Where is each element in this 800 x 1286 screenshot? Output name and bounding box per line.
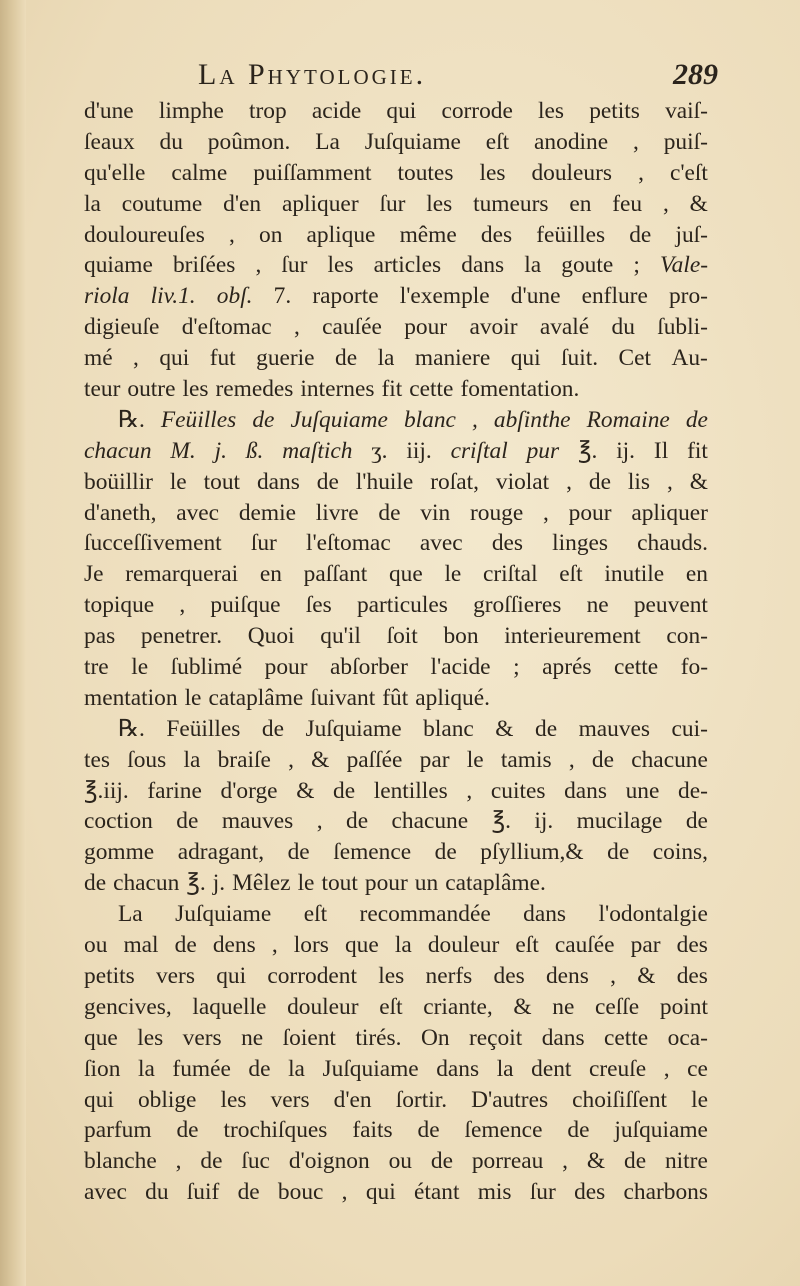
text-line: qui oblige les vers d'en ſortir. D'autres choiſiſſent le bbox=[84, 1086, 708, 1113]
text-line: chacun M. j. ß. maſtich ʒ. iij. criſtal pur ℥. ij. Il fit bbox=[84, 437, 708, 464]
text-line: tre le ſublimé pour abſorber l'acide ; aprés cette fo- bbox=[84, 654, 708, 681]
text-line: coction de mauves , de chacune ℥. ij. mucilage de bbox=[84, 808, 708, 835]
text-line: riola liv.1. obſ. 7. raporte l'exemple d'une enflure pro- bbox=[84, 283, 708, 310]
text-line: digieuſe d'eſtomac , cauſée pour avoir avalé du ſubli- bbox=[84, 314, 708, 341]
text-line: ℞. Feüilles de Juſquiame blanc & de mauves cui- bbox=[118, 715, 708, 742]
text-line: ſeaux du poûmon. La Juſquiame eſt anodine , puiſ- bbox=[84, 128, 708, 155]
text-line: ſion la fumée de la Juſquiame dans la dent creuſe , ce bbox=[84, 1055, 708, 1082]
text-line: parfum de trochiſques faits de ſemence de juſquiame bbox=[84, 1117, 708, 1144]
text-line: petits vers qui corrodent les nerfs des dens , & des bbox=[84, 962, 708, 989]
text-line: boüillir le tout dans de l'huile roſat, violat , de lis , & bbox=[84, 468, 708, 495]
text-line: que les vers ne ſoient tirés. On reçoit dans cette oca- bbox=[84, 1024, 708, 1051]
body-text bbox=[84, 96, 708, 1208]
text-line: ℞. Feüilles de Juſquiame blanc , abſinthe Romaine de bbox=[118, 406, 708, 433]
text-line: qu'elle calme puiſſamment toutes les douleurs , c'eſt bbox=[84, 159, 708, 186]
page-header bbox=[198, 58, 718, 94]
text-line: teur outre les remedes internes fit cette fomentation. bbox=[84, 376, 580, 403]
text-line: Je remarquerai en paſſant que le criſtal eſt inutile en bbox=[84, 561, 708, 588]
text-line: d'aneth, avec demie livre de vin rouge , pour apliquer bbox=[84, 499, 708, 526]
text-line: gencives, laquelle douleur eſt criante, & ne ceſſe point bbox=[84, 993, 708, 1020]
running-title: La Phytologie. bbox=[198, 58, 427, 91]
text-line: blanche , de ſuc d'oignon ou de porreau , & de nitre bbox=[84, 1148, 708, 1175]
text-line: topique , puiſque ſes particules groſſieres ne peuvent bbox=[84, 592, 708, 619]
text-line: la coutume d'en apliquer ſur les tumeurs en feu , & bbox=[84, 190, 708, 217]
text-line: avec du ſuif de bouc , qui étant mis ſur des charbons bbox=[84, 1179, 708, 1206]
text-line: d'une limphe trop acide qui corrode les petits vaiſ- bbox=[84, 98, 708, 124]
text-line: mentation le cataplâme ſuivant fût apliqué. bbox=[84, 684, 490, 711]
text-line: ℥.iij. farine d'orge & de lentilles , cuites dans une de- bbox=[84, 777, 708, 804]
text-line: ou mal de dens , lors que la douleur eſt cauſée par des bbox=[84, 932, 708, 959]
text-line: gomme adragant, de ſemence de pſyllium,& de coins, bbox=[84, 839, 708, 866]
text-line: La Juſquiame eſt recommandée dans l'odontalgie bbox=[118, 901, 708, 928]
text-line: de chacun ℥. j. Mêlez le tout pour un cataplâme. bbox=[84, 870, 546, 897]
text-line: pas penetrer. Quoi qu'il ſoit bon interieurement con- bbox=[84, 623, 708, 650]
page-gutter bbox=[0, 0, 26, 1286]
text-line: tes ſous la braiſe , & paſſée par le tamis , de chacune bbox=[84, 746, 708, 773]
text-line: ſucceſſivement ſur l'eſtomac avec des linges chauds. bbox=[84, 530, 708, 557]
text-line: douloureuſes , on aplique même des feüilles de juſ- bbox=[84, 221, 708, 248]
text-line: mé , qui fut guerie de la maniere qui ſuit. Cet Au- bbox=[84, 345, 708, 372]
page-number: 289 bbox=[673, 58, 718, 91]
text-line: quiame briſées , ſur les articles dans la goute ; Vale- bbox=[84, 252, 708, 279]
